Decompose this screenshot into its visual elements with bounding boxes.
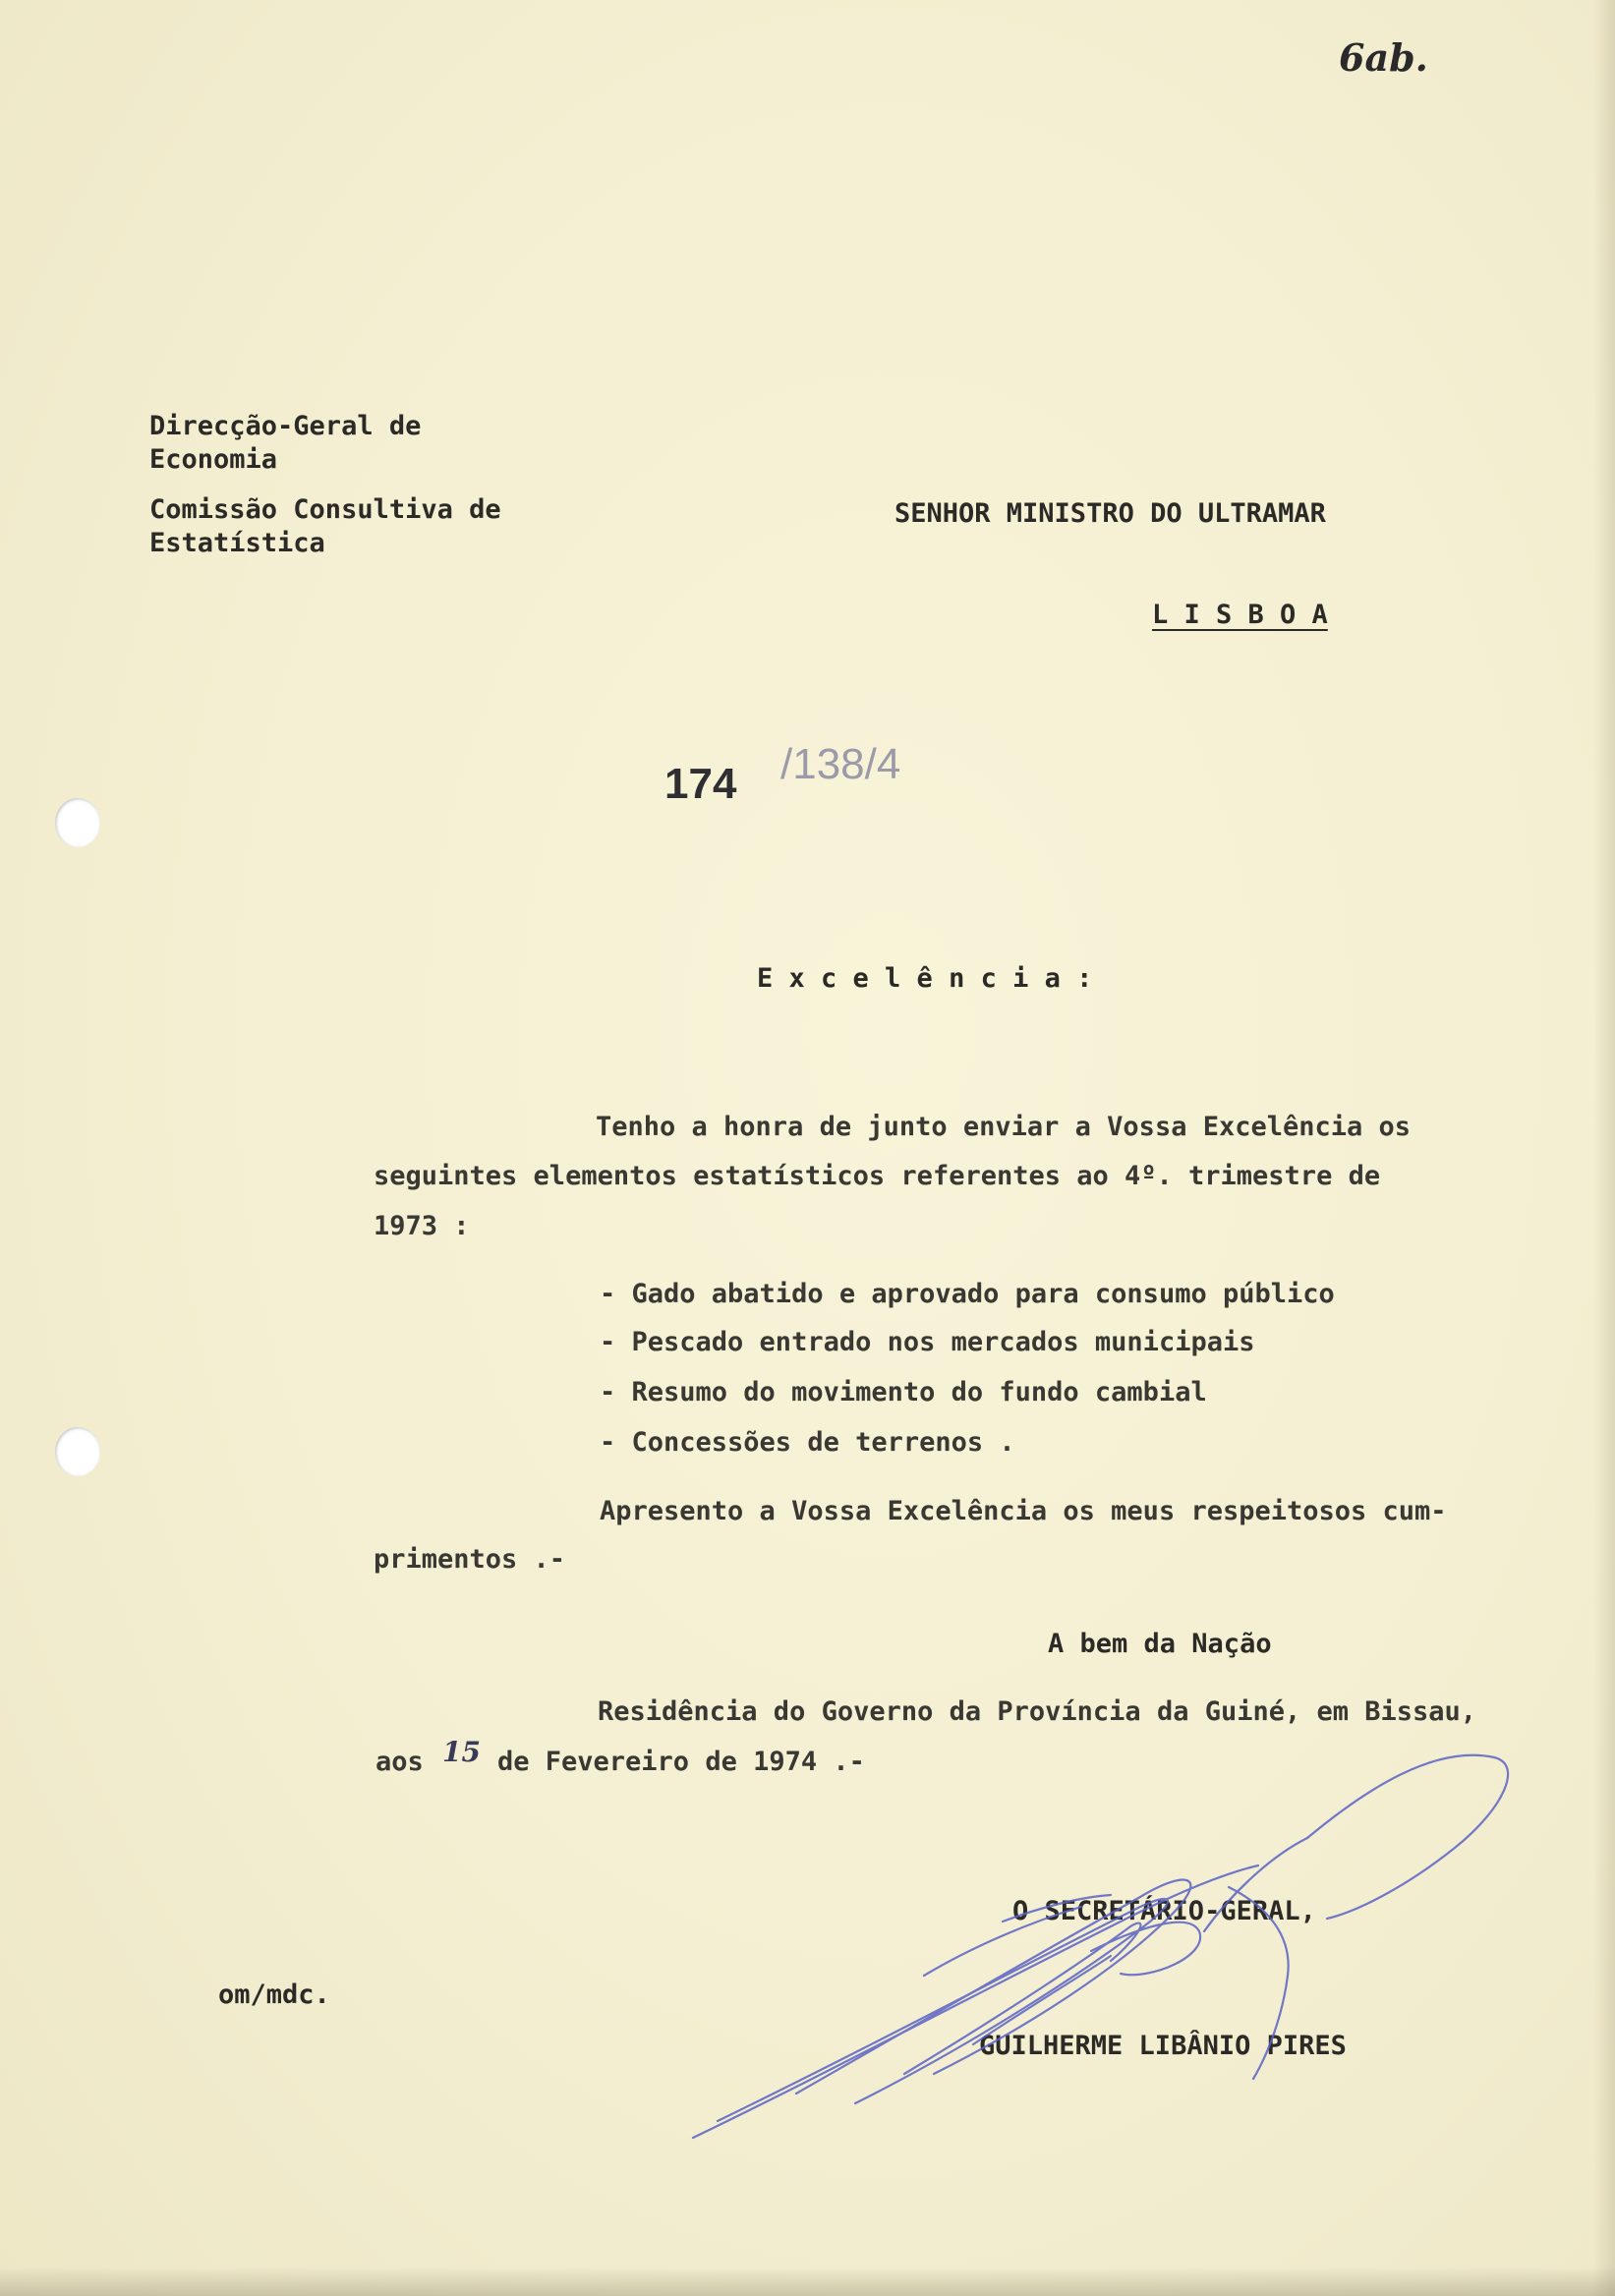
punch-hole-top [55, 798, 100, 847]
closing-motto: A bem da Nação [1048, 1629, 1272, 1659]
punch-hole-bottom [55, 1427, 100, 1476]
list-item: - Concessões de terrenos . [600, 1427, 1015, 1458]
reference-stamp-number: 174 [664, 760, 737, 808]
page-edge-shadow [1593, 0, 1615, 2296]
signature [678, 1750, 1533, 2162]
page-bottom-shadow [0, 2267, 1615, 2296]
list-item: - Resumo do movimento do fundo cambial [600, 1377, 1207, 1407]
date-prefix: aos [375, 1747, 424, 1777]
corner-handwritten-mark: 6ab. [1339, 35, 1428, 80]
body-para2-line2: primentos .- [374, 1544, 566, 1575]
body-para1-line3: 1973 : [374, 1211, 470, 1241]
closing-place-line: Residência do Governo da Província da Guiné, em Bissau, [598, 1696, 1477, 1727]
reference-handwritten: /138/4 [780, 740, 901, 788]
sender-line-1: Direcção-Geral de [149, 411, 422, 441]
signatory-name: GUILHERME LIBÂNIO PIRES [979, 2031, 1347, 2061]
typist-initials: om/mdc. [218, 1980, 330, 2010]
sender-line-2: Economia [149, 444, 278, 475]
recipient-city: L I S B O A [1152, 600, 1328, 630]
sender-line-4: Estatística [149, 528, 325, 558]
sender-line-3: Comissão Consultiva de [149, 494, 501, 525]
date-suffix: de Fevereiro de 1974 .- [497, 1747, 865, 1777]
body-para1-line1: Tenho a honra de junto enviar a Vossa Excelência os [596, 1112, 1412, 1142]
salutation: E x c e l ê n c i a : [757, 963, 1093, 994]
signatory-title: O SECRETÁRIO-GERAL, [1012, 1896, 1316, 1926]
recipient-name: SENHOR MINISTRO DO ULTRAMAR [894, 498, 1326, 529]
date-day-handwritten: 15 [442, 1736, 481, 1768]
list-item: - Pescado entrado nos mercados municipais [600, 1327, 1255, 1357]
list-item: - Gado abatido e aprovado para consumo público [600, 1279, 1335, 1309]
body-para2-line1: Apresento a Vossa Excelência os meus respeitosos cum- [600, 1496, 1447, 1526]
body-para1-line2: seguintes elementos estatísticos referentes ao 4º. trimestre de [374, 1161, 1381, 1191]
